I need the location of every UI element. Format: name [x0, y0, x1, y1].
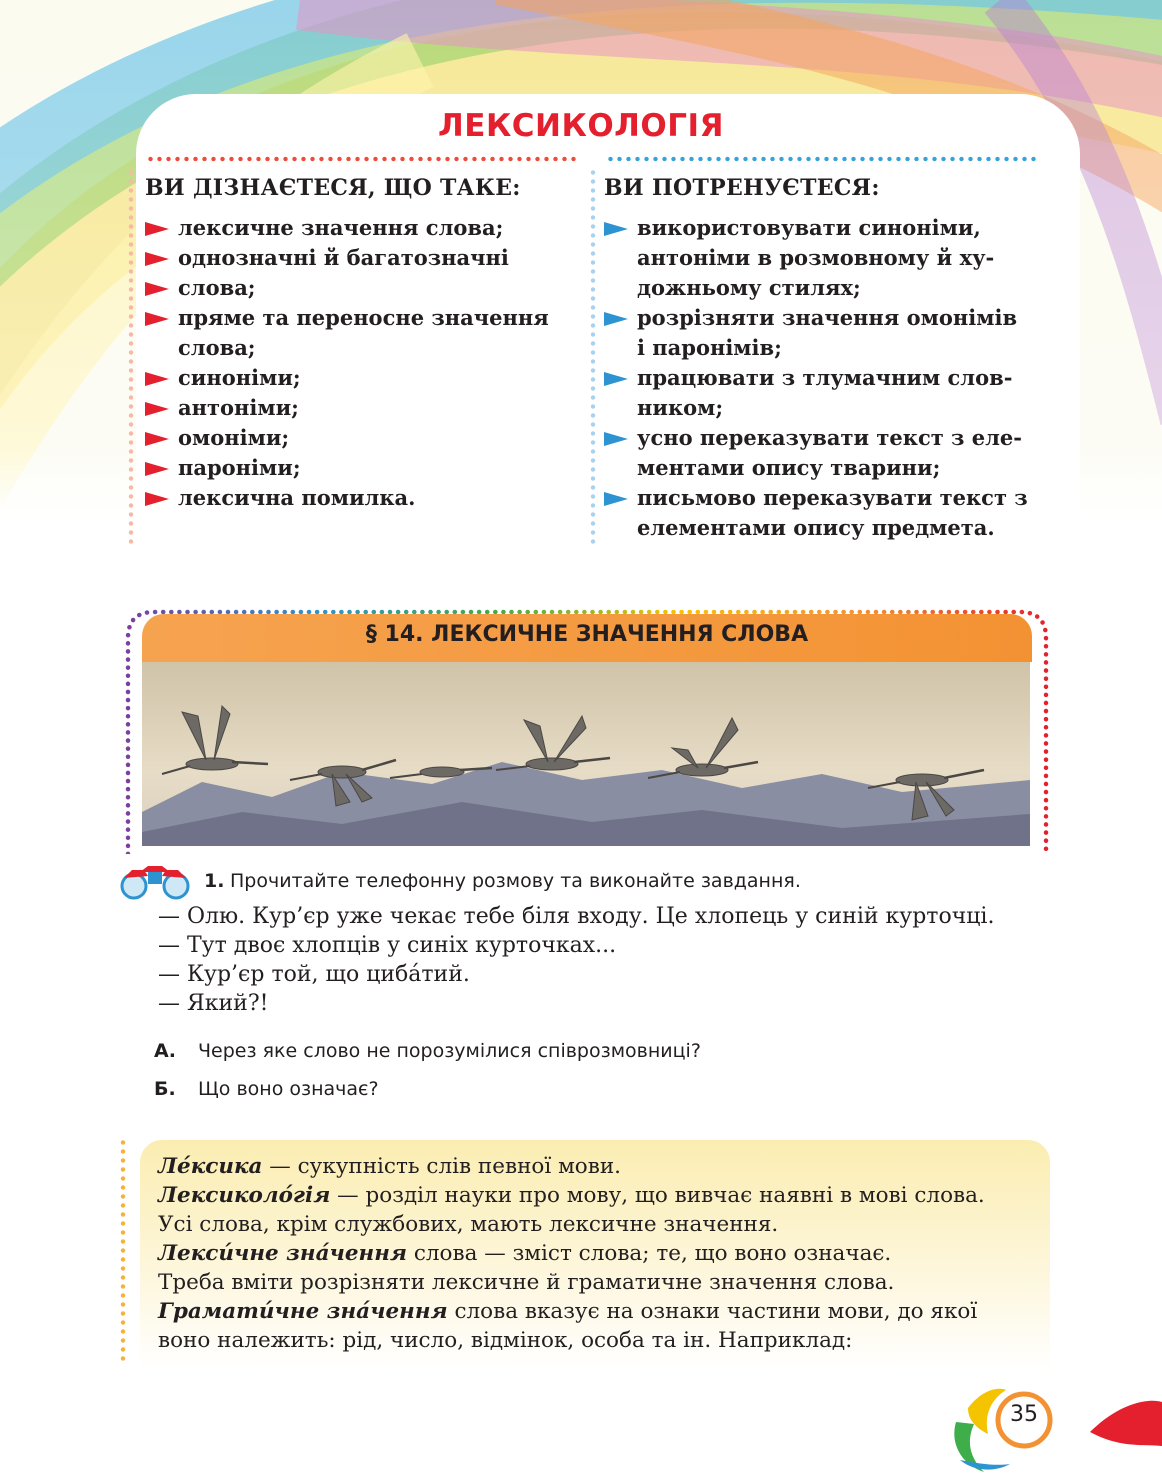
- question-a: [154, 1040, 701, 1062]
- question-label: Б.: [154, 1078, 176, 1100]
- blue-triangle-icon: [604, 372, 628, 386]
- task-instruction: Прочитайте телефонну розмову та виконайте завдання.: [230, 870, 801, 892]
- list-item: антоніми;: [145, 393, 585, 423]
- dotted-divider: [128, 168, 134, 544]
- rule-term: Ле́ксика: [158, 1154, 263, 1179]
- rule-term: Лексиколо́гія: [158, 1183, 331, 1208]
- dotted-divider: [606, 156, 1036, 162]
- cranes-photo: [142, 662, 1030, 846]
- dialog: [158, 902, 994, 1018]
- learn-list: [145, 213, 585, 513]
- list-item: однозначні й багатозначні: [145, 243, 585, 273]
- rule-text: [158, 1152, 1058, 1355]
- list-item: використовувати синоніми, антоніми в розмовному й ху- дожньому стилях;: [604, 213, 1054, 303]
- practice-list: [604, 213, 1054, 543]
- dialog-line: — Олю. Кур’єр уже чекає тебе біля входу. Це хлопець у синій курточці.: [158, 904, 995, 929]
- red-triangle-icon: [145, 402, 169, 416]
- learn-heading: ВИ ДІЗНАЄТЕСЯ, ЩО ТАКЕ:: [145, 175, 521, 201]
- chapter-title: ЛЕКСИКОЛОГІЯ: [438, 108, 724, 144]
- list-item: слова;: [145, 273, 585, 303]
- dotted-divider: [590, 168, 596, 544]
- question-b: [154, 1078, 379, 1100]
- list-item: письмово переказувати текст з елементами опису предмета.: [604, 483, 1054, 543]
- list-item: лексичне значення слова;: [145, 213, 585, 243]
- question-label: А.: [154, 1040, 176, 1062]
- list-item: працювати з тлумачним слов- ником;: [604, 363, 1054, 423]
- rule-line: Лекси́чне зна́чення слова — зміст слова; те, що воно означає.: [158, 1241, 892, 1266]
- rule-term: Лекси́чне зна́чення: [158, 1241, 408, 1266]
- red-triangle-icon: [145, 312, 169, 326]
- red-triangle-icon: [145, 372, 169, 386]
- practice-heading: ВИ ПОТРЕНУЄТЕСЯ:: [604, 175, 880, 201]
- dialog-line: — Тут двоє хлопців у синіх курточках...: [158, 933, 617, 958]
- rule-line: Лексиколо́гія — розділ науки про мову, що вивчає наявні в мові слова.: [158, 1183, 985, 1208]
- list-item: усно переказувати текст з еле- ментами опису тварини;: [604, 423, 1054, 483]
- page-number: 35: [1010, 1402, 1038, 1427]
- rule-term: Грамати́чне зна́чення: [158, 1299, 448, 1324]
- blue-triangle-icon: [604, 312, 628, 326]
- learn-column: [145, 173, 585, 513]
- dialog-line: — Який?!: [158, 991, 269, 1016]
- rule-line: Грамати́чне зна́чення слова вказує на ознаки частини мови, до якої: [158, 1299, 978, 1324]
- red-triangle-icon: [145, 462, 169, 476]
- red-triangle-icon: [145, 222, 169, 236]
- rule-line: Усі слова, крім службових, мають лексичне значення.: [158, 1212, 779, 1237]
- section-title: § 14. ЛЕКСИЧНЕ ЗНАЧЕННЯ СЛОВА: [365, 622, 809, 647]
- page-emblem: [940, 1372, 1162, 1474]
- red-triangle-icon: [145, 492, 169, 506]
- rule-line: Ле́ксика — сукупність слів певної мови.: [158, 1154, 622, 1179]
- blue-triangle-icon: [604, 222, 628, 236]
- rule-line: воно належить: рід, число, відмінок, особа та ін. Наприклад:: [158, 1328, 853, 1353]
- red-triangle-icon: [145, 432, 169, 446]
- rule-line: Треба вміти розрізняти лексичне й граматичне значення слова.: [158, 1270, 895, 1295]
- binoculars-icon: [118, 866, 192, 900]
- list-item: розрізняти значення омонімів і паронімів;: [604, 303, 1054, 363]
- list-item: синоніми;: [145, 363, 585, 393]
- red-triangle-icon: [145, 252, 169, 266]
- red-triangle-icon: [145, 282, 169, 296]
- list-item: омоніми;: [145, 423, 585, 453]
- practice-column: [604, 173, 1054, 543]
- list-item: пароніми;: [145, 453, 585, 483]
- dotted-divider: [120, 1138, 126, 1362]
- task-number: 1.: [204, 870, 225, 892]
- dialog-line: — Кур’єр той, що циба́тий.: [158, 962, 470, 987]
- question-text: Що воно означає?: [198, 1078, 379, 1100]
- list-item: пряме та переносне значення слова;: [145, 303, 585, 363]
- blue-triangle-icon: [604, 432, 628, 446]
- question-text: Через яке слово не порозумілися співрозмовниці?: [198, 1040, 701, 1062]
- dotted-divider: [146, 156, 576, 162]
- blue-triangle-icon: [604, 492, 628, 506]
- list-item: лексична помилка.: [145, 483, 585, 513]
